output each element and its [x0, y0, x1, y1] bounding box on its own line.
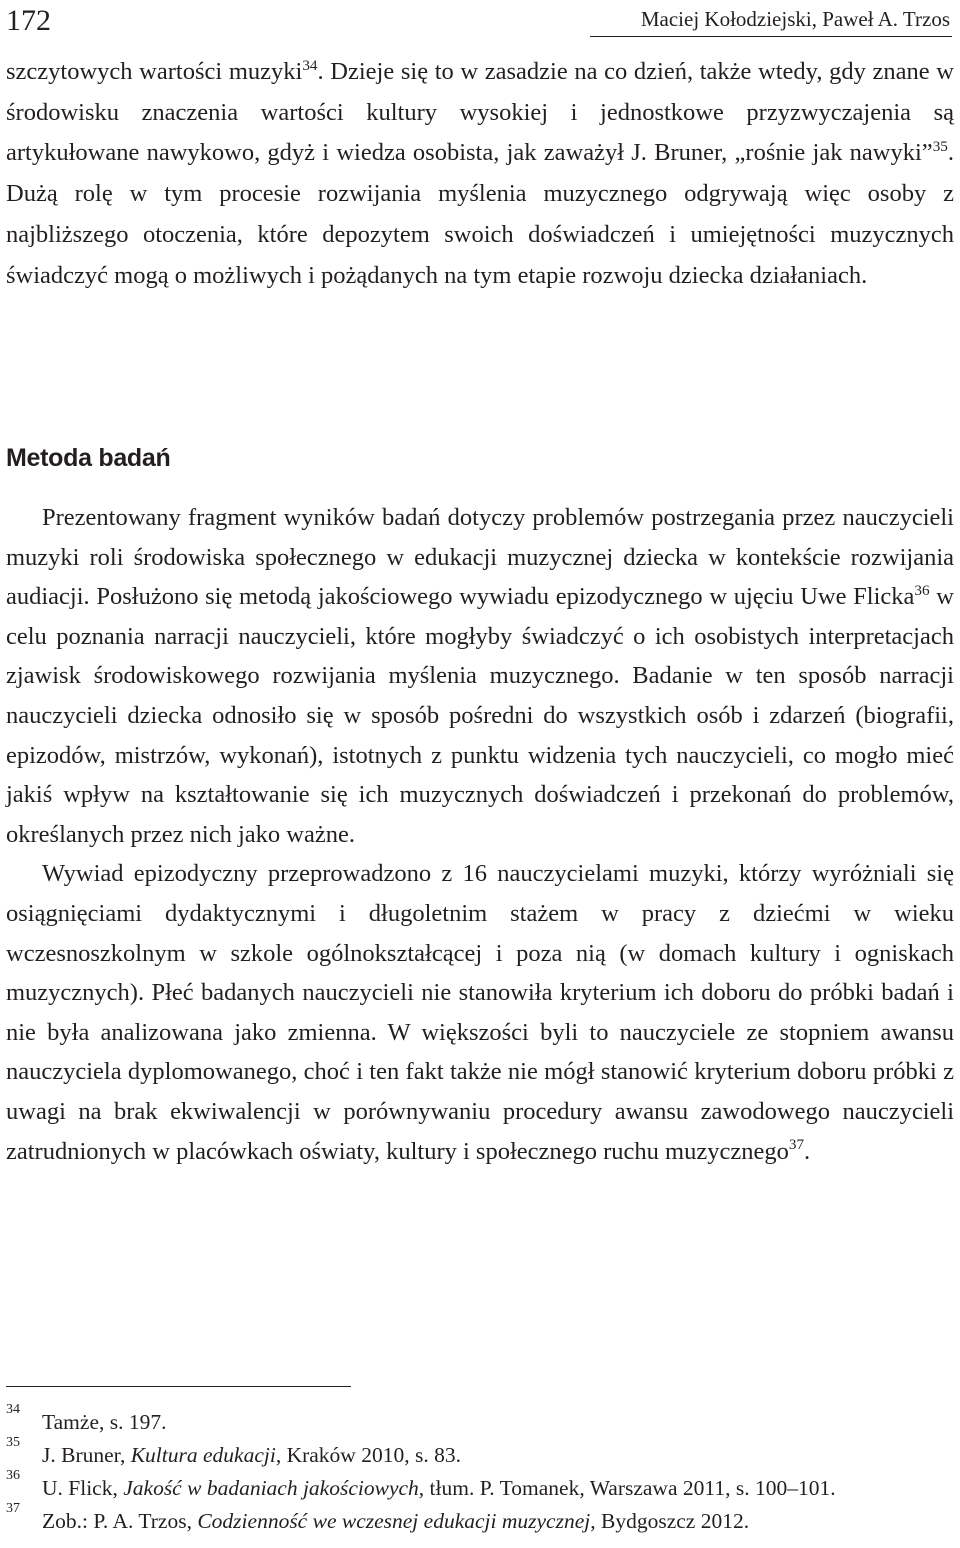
footnote-text [42, 1406, 166, 1439]
footnotes [6, 1402, 954, 1538]
footnote-title: Jakość w badaniach jakościowych [123, 1476, 419, 1500]
footnote-36 [6, 1468, 954, 1505]
footnote-ref-34[interactable]: 34 [302, 56, 318, 74]
footnote-35 [6, 1435, 954, 1472]
footnote-ref-36[interactable]: 36 [914, 582, 930, 600]
footnote-title: Codzienność we wczesnej edukacji muzycznej [197, 1509, 591, 1533]
footnote-text-before: J. Bruner, [42, 1443, 131, 1467]
footnote-title: Kultura edukacji [130, 1443, 276, 1467]
footnote-text-before: Tamże, s. 197. [42, 1410, 167, 1434]
intro-paragraph [6, 52, 954, 296]
footnote-rule [6, 1386, 351, 1387]
section-heading: Metoda badań [6, 443, 171, 472]
page-number: 172 [6, 4, 51, 37]
intro-text-part-3: . Dużą rolę w tym procesie rozwijania myślenia muzycznego odgrywają więc osoby z najbliższego otoczenia, które depozytem swoich doświadczeń i umiejętności muzycznych świadczyć mogą o możliwych i pożądanych na tym etapie rozwoju dziecka działaniach. [6, 139, 954, 289]
footnote-text-after: , tłum. P. Tomanek, Warszawa 2011, s. 100–101. [418, 1476, 836, 1500]
intro-text-part-1: szczytowych wartości muzyki [6, 58, 303, 85]
method-p1-part-1: Prezentowany fragment wyników badań dotyczy problemów postrzegania przez nauczycieli muzyki roli środowiska społecznego w edukacji muzycznej dziecka w kontekście rozwijania audiacji. Posłużono się metodą jakościowego wywiadu epizodycznego w ujęciu Uwe Flicka [6, 504, 954, 611]
footnote-text-before: U. Flick, [42, 1476, 124, 1500]
intro-text [6, 52, 954, 296]
footnote-text-after: , Bydgoszcz 2012. [590, 1509, 750, 1533]
method-p2-part-2: . [804, 1137, 811, 1165]
footnote-ref-37[interactable]: 37 [788, 1136, 805, 1154]
footnote-text-after: , Kraków 2010, s. 83. [275, 1443, 461, 1467]
footnote-number: 37 [6, 1501, 20, 1516]
footnote-number: 34 [6, 1402, 20, 1417]
footnote-number: 35 [6, 1435, 20, 1450]
running-head [0, 0, 960, 40]
running-head-rule [590, 36, 952, 37]
footnote-text-before: Zob.: P. A. Trzos, [42, 1509, 198, 1533]
method-p1-part-2: w celu poznania narracji nauczycieli, które mogłyby świadczyć o ich osobistych interpretacjach zjawisk środowiskowego rozwijania myślenia muzycznego. Badanie w ten sposób narracji nauczycieli dziecka odnosiło się w sposób pośredni do wszystkich osób i zdarzeń (biografii, epizodów, mistrzów, wykonań), istotnych z punktu widzenia tych nauczycieli, co mogło mieć jakiś wpływ na kształtowanie się ich muzycznych doświadczeń i przekonań do problemów, określanych przez nich jako ważne. [6, 583, 954, 848]
method-p2-part-1: Wywiad epizodyczny przeprowadzono z 16 nauczycielami muzyki, którzy wyróżniali się osiągnięciami dydaktycznymi i długoletnim stażem w pracy z dziećmi w wieku wczesnoszkolnym w szkole ogólnokształcącej i poza nią (w domach kultury i ogniskach muzycznych). Płeć badanych nauczycieli nie stanowiła kryterium ich doboru do próbki badań i nie była analizowana jako zmienna. W większości byli to nauczyciele ze stopniem awansu nauczyciela dyplomowanego, choć i ten fakt także nie mógł stanowić kryterium doboru próbki z uwagi na brak ekwiwalencji w porównywaniu procedury awansu zawodowego nauczycieli zatrudnionych w placówkach oświaty, kultury i społecznego ruchu muzycznego [6, 860, 954, 1165]
footnote-text [42, 1472, 836, 1505]
method-paragraph-1 [6, 498, 954, 854]
method-text [6, 498, 954, 1171]
footnote-text [42, 1439, 461, 1472]
footnote-number: 36 [6, 1468, 20, 1483]
running-head-authors: Maciej Kołodziejski, Paweł A. Trzos [640, 7, 950, 31]
footnote-34 [6, 1402, 954, 1439]
method-paragraph-2 [6, 854, 954, 1171]
footnote-text [42, 1505, 749, 1538]
footnote-37 [6, 1501, 954, 1538]
footnote-ref-35[interactable]: 35 [932, 138, 948, 156]
intro-text-part-2: . Dzieje się to w zasadzie na co dzień, także wtedy, gdy znane w środowisku znaczenia wartości kultury wysokiej i jednostkowe przyzwyczajenia są artykułowane nawykowo, gdyż i wiedza osobista, jak zaważył J. Bruner, „rośnie jak nawyki” [6, 58, 954, 167]
